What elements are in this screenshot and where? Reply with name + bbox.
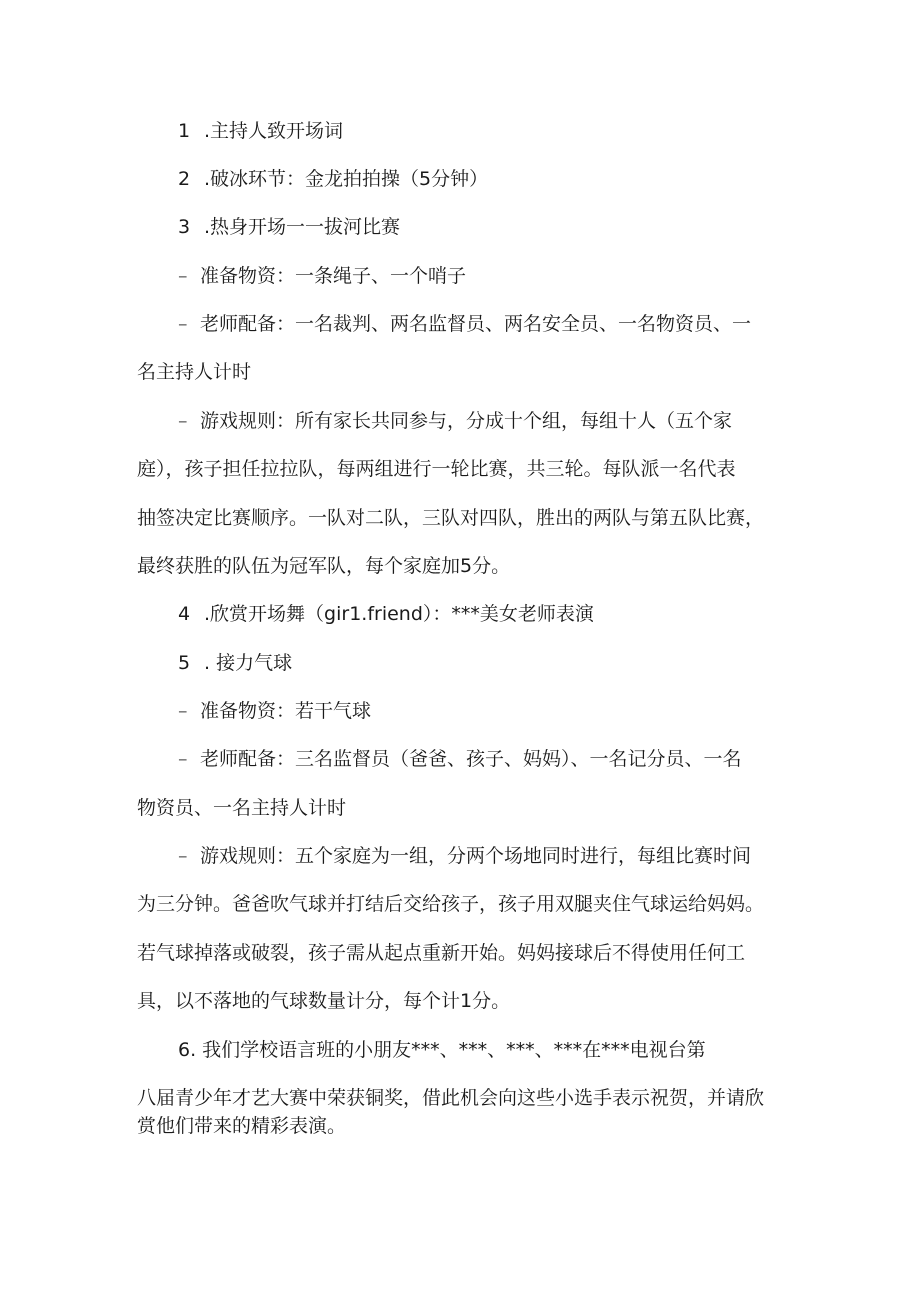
dash-bullet: – [178,313,188,335]
item-3-rules-line-4: 最终获胜的队伍为冠军队，每个家庭加5分。 [137,555,511,577]
agenda-item-6-line-2: 八届青少年才艺大赛中荣获铜奖，借此机会向这些小选手表示祝贺，并请欣 [137,1087,765,1109]
item-number: 2 [178,168,191,190]
agenda-item-6-line-1: 6. 我们学校语言班的小朋友***、***、***、***在***电视台第 [178,1039,706,1061]
item-5-rules-line-1: – 游戏规则：五个家庭为一组，分两个场地同时进行，每组比赛时间 [178,845,752,867]
item-3-rules-line-2: 庭），孩子担任拉拉队，每两组进行一轮比赛，共三轮。每队派一名代表 [137,458,736,480]
item-title: .欣赏开场舞（gir1.friend）：***美女老师表演 [204,603,594,625]
item-3-rules-line-1: – 游戏规则：所有家长共同参与，分成十个组，每组十人（五个家 [178,410,733,432]
item-title: .主持人致开场词 [204,120,344,142]
item-3-rules-line-3: 抽签决定比赛顺序。一队对二队，三队对四队，胜出的两队与第五队比赛， [137,507,765,529]
item-3-staff-line-1: – 老师配备：一名裁判、两名监督员、两名安全员、一名物资员、一 [178,313,752,335]
agenda-item-4 [178,601,594,627]
dash-bullet: – [178,845,188,867]
item-number: 1 [178,120,191,142]
dash-bullet: – [178,748,188,770]
item-5-rules-line-4: 具，以不落地的气球数量计分，每个计1分。 [137,990,511,1012]
item-title: .破冰环节：金龙拍拍操（5分钟） [204,168,489,190]
item-number: 4 [178,603,191,625]
agenda-item-5 [178,650,292,676]
item-5-materials: – 准备物资：若干气球 [178,700,372,722]
item-title: .热身开场一一拔河比赛 [204,216,401,238]
agenda-item-3 [178,214,400,240]
dash-bullet: – [178,410,188,432]
agenda-item-1 [178,118,343,144]
item-3-materials: – 准备物资：一条绳子、一个哨子 [178,265,467,287]
agenda-item-2 [178,166,488,192]
item-5-rules-line-3: 若气球掉落或破裂，孩子需从起点重新开始。妈妈接球后不得使用任何工 [137,942,746,964]
dash-bullet: – [178,700,188,722]
agenda-item-6-line-3: 赏他们带来的精彩表演。 [137,1115,347,1137]
item-5-staff-line-1: – 老师配备：三名监督员（爸爸、孩子、妈妈）、一名记分员、一名 [178,748,742,770]
item-3-staff-line-2: 名主持人计时 [137,361,252,383]
item-number: 5 [178,652,191,674]
dash-bullet: – [178,265,188,287]
item-title: . 接力气球 [204,652,293,674]
item-number: 3 [178,216,191,238]
item-5-rules-line-2: 为三分钟。爸爸吹气球并打结后交给孩子，孩子用双腿夹住气球运给妈妈。 [137,893,765,915]
item-5-staff-line-2: 物资员、一名主持人计时 [137,797,347,819]
